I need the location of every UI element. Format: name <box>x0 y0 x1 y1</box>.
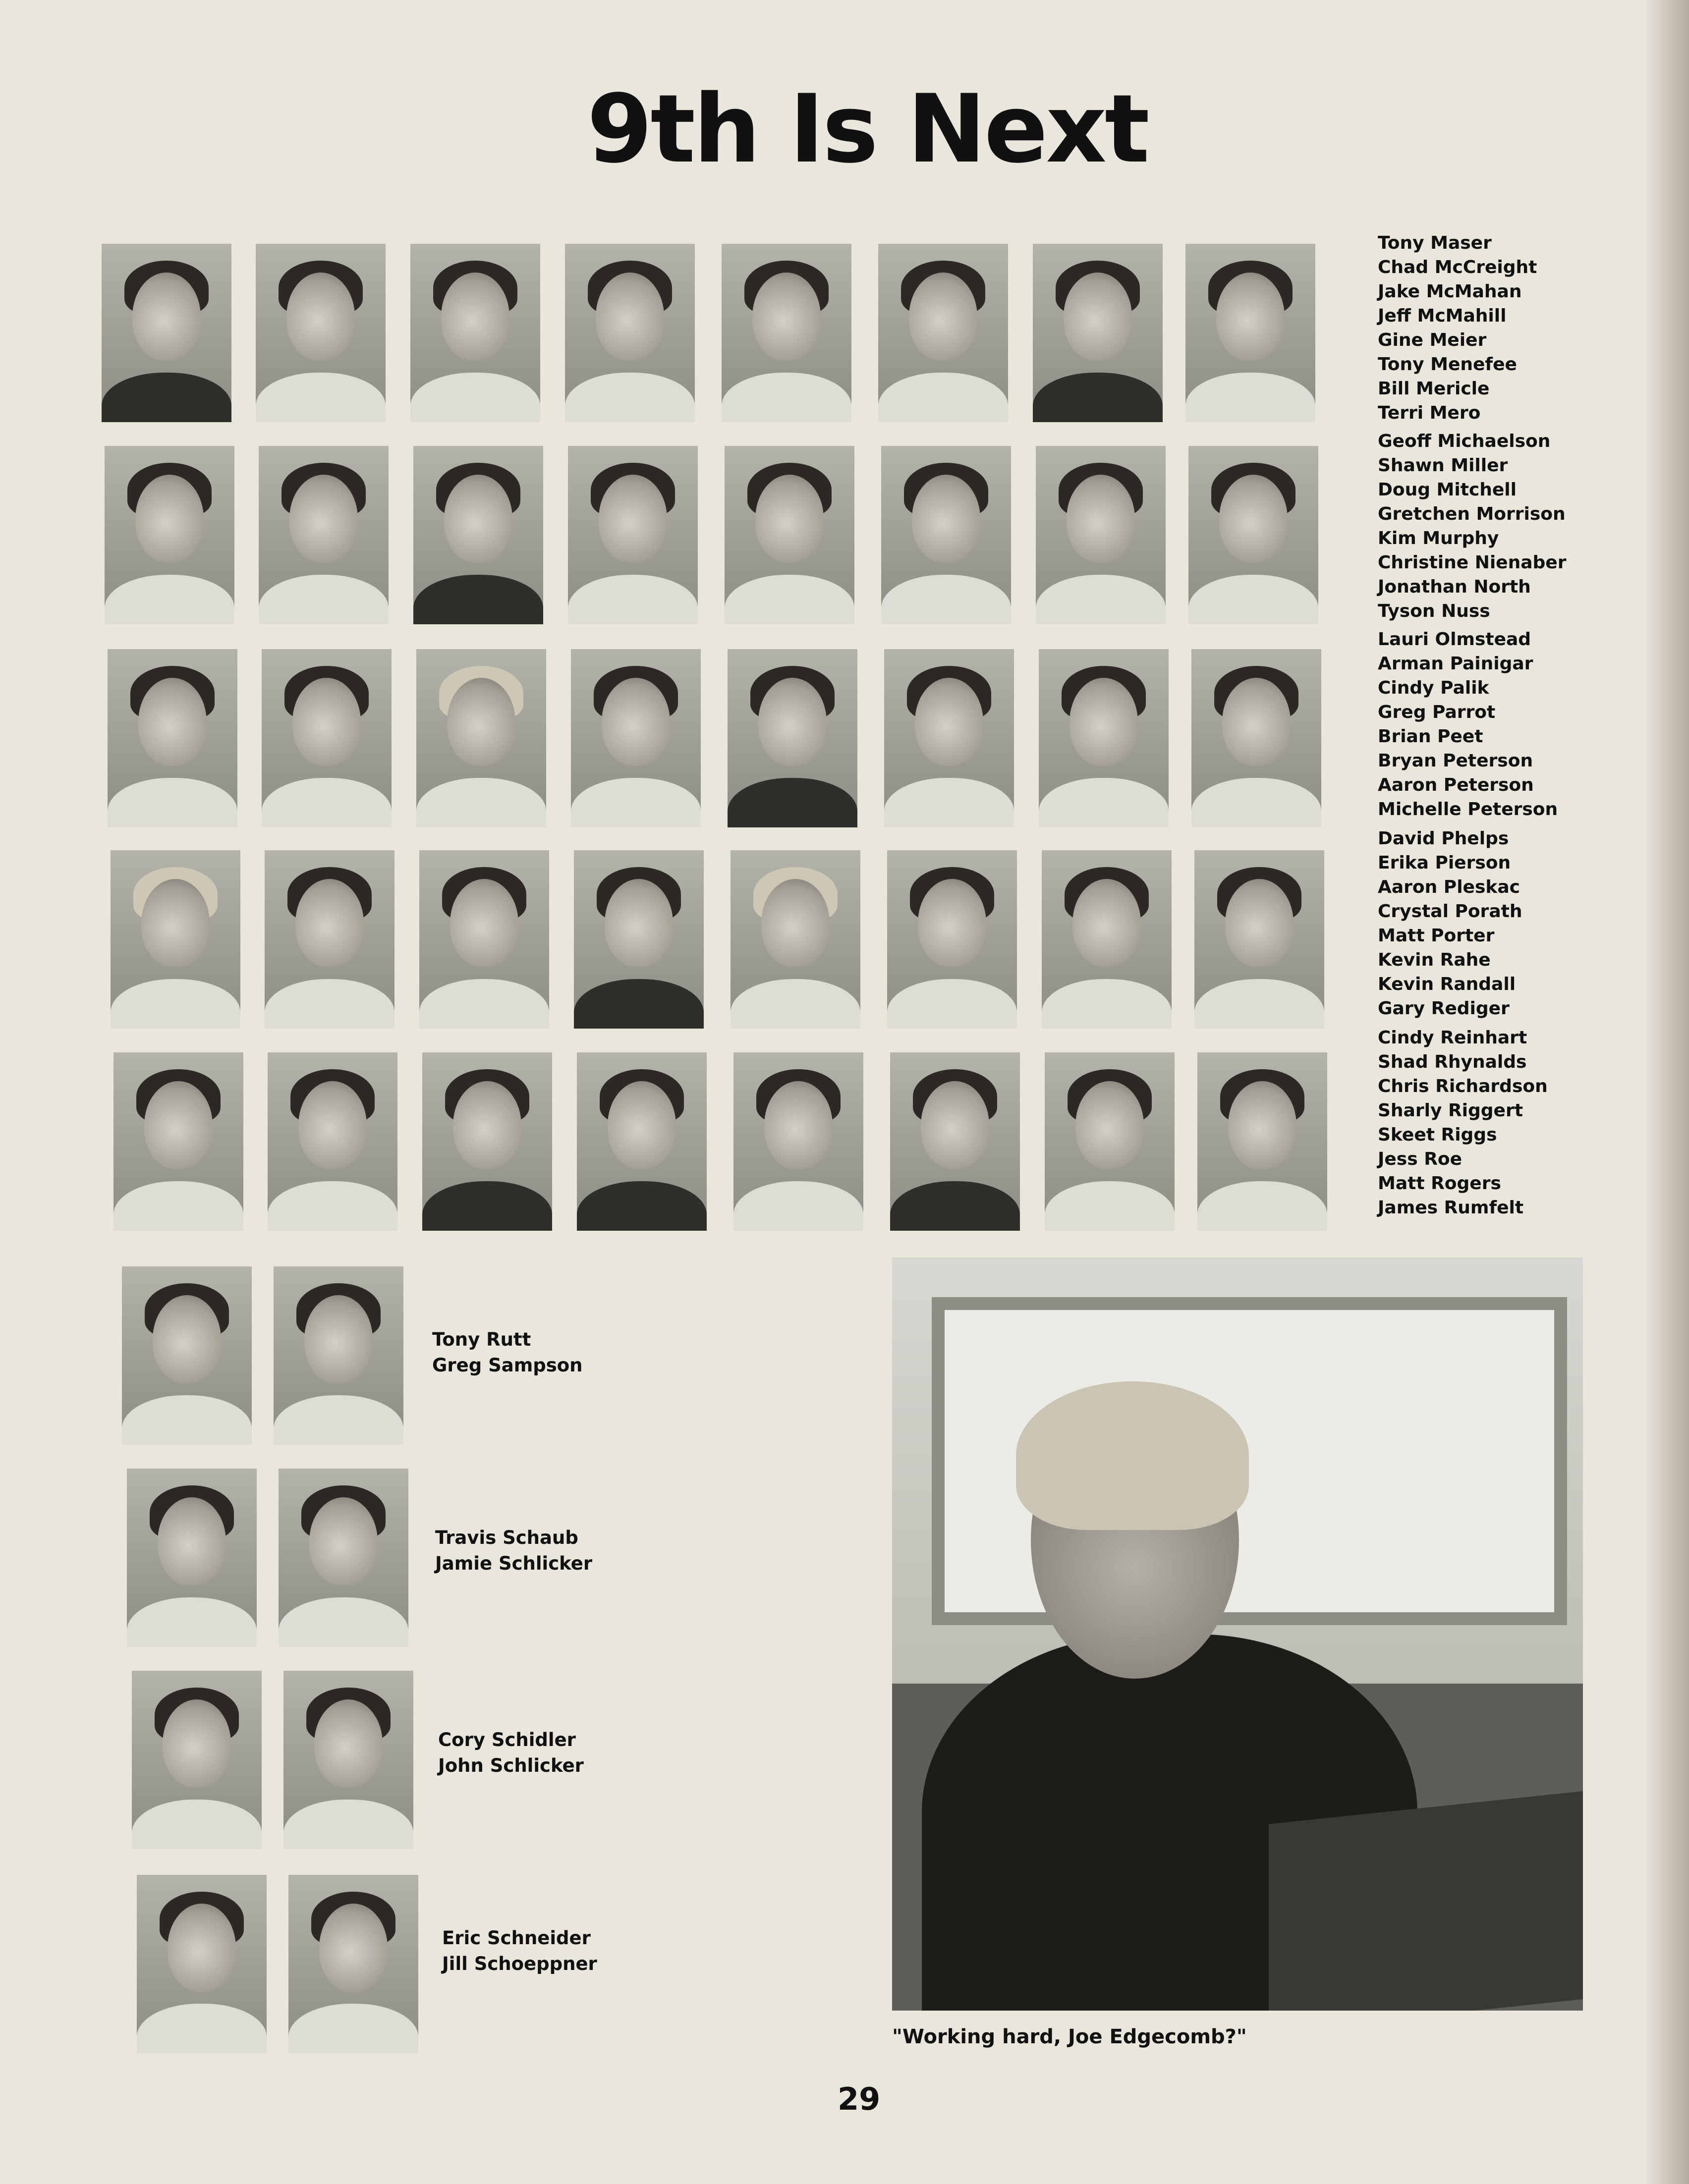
student-portrait <box>127 1469 257 1647</box>
name-pair-4 <box>442 1925 597 1977</box>
student-portrait <box>413 446 543 624</box>
student-portrait <box>105 446 234 624</box>
student-name: Doug Mitchell <box>1378 480 1517 500</box>
student-portrait <box>265 850 394 1029</box>
student-portrait <box>108 649 237 827</box>
name-pair-2 <box>435 1525 592 1577</box>
student-name: Cindy Reinhart <box>1378 1028 1527 1048</box>
student-portrait <box>102 244 231 422</box>
student-name: Travis Schaub <box>435 1527 578 1548</box>
student-name: Matt Rogers <box>1378 1173 1501 1194</box>
name-list-row-2 <box>1378 429 1566 623</box>
student-portrait <box>887 850 1017 1029</box>
student-portrait <box>268 1052 397 1231</box>
student-name: Jill Schoeppner <box>442 1953 597 1974</box>
student-name: James Rumfelt <box>1378 1198 1524 1218</box>
name-list-row-4 <box>1378 826 1522 1021</box>
student-name: Erika Pierson <box>1378 853 1511 873</box>
student-portrait <box>1185 244 1315 422</box>
student-portrait <box>274 1266 403 1445</box>
student-portrait <box>416 649 546 827</box>
student-portrait <box>1042 850 1172 1029</box>
student-name: Chad McCreight <box>1378 257 1537 277</box>
student-name: Tyson Nuss <box>1378 601 1490 621</box>
student-portrait <box>283 1671 413 1849</box>
student-portrait <box>288 1875 418 2053</box>
student-portrait <box>878 244 1008 422</box>
page-title: 9th Is Next <box>587 74 1148 184</box>
student-name: Bryan Peterson <box>1378 751 1533 771</box>
student-name: Christine Nienaber <box>1378 552 1567 573</box>
student-portrait <box>1188 446 1318 624</box>
student-name: Tony Menefee <box>1378 354 1517 375</box>
student-name: Jess Roe <box>1378 1149 1463 1169</box>
student-portrait <box>1191 649 1321 827</box>
student-name: Bill Mericle <box>1378 379 1490 399</box>
student-portrait <box>574 850 704 1029</box>
student-name: Brian Peet <box>1378 726 1483 747</box>
student-name: Crystal Porath <box>1378 901 1522 922</box>
student-name: Shawn Miller <box>1378 455 1508 476</box>
student-portrait <box>1045 1052 1175 1231</box>
student-portrait <box>881 446 1011 624</box>
student-name: Jeff McMahill <box>1378 306 1507 326</box>
student-portrait <box>577 1052 707 1231</box>
student-name: Kevin Randall <box>1378 974 1516 994</box>
photo-desk <box>1269 1791 1583 2011</box>
page-number: 29 <box>838 2081 881 2117</box>
student-portrait <box>722 244 851 422</box>
student-name: Gine Meier <box>1378 330 1487 350</box>
name-list-row-3 <box>1378 627 1558 821</box>
student-name: Gary Rediger <box>1378 998 1510 1019</box>
student-portrait <box>728 649 857 827</box>
student-name: Eric Schneider <box>442 1927 591 1949</box>
student-portrait <box>137 1875 267 2053</box>
student-name: Gretchen Morrison <box>1378 504 1566 524</box>
name-pair-3 <box>438 1727 584 1779</box>
student-name: Geoff Michaelson <box>1378 431 1551 451</box>
name-list-row-1 <box>1378 231 1537 425</box>
student-portrait <box>568 446 698 624</box>
student-name: Michelle Peterson <box>1378 799 1558 819</box>
student-portrait <box>122 1266 252 1445</box>
student-name: Shad Rhynalds <box>1378 1052 1527 1072</box>
photo-caption: "Working hard, Joe Edgecomb?" <box>892 2025 1247 2048</box>
student-portrait <box>731 850 860 1029</box>
student-portrait <box>725 446 854 624</box>
student-name: Kim Murphy <box>1378 528 1499 548</box>
student-name: Greg Sampson <box>432 1355 583 1376</box>
student-name: Jake McMahan <box>1378 281 1522 302</box>
student-name: Chris Richardson <box>1378 1076 1548 1096</box>
student-name: Skeet Riggs <box>1378 1125 1497 1145</box>
student-portrait <box>262 649 392 827</box>
student-name: Sharly Riggert <box>1378 1100 1523 1121</box>
student-portrait <box>256 244 386 422</box>
student-name: Jamie Schlicker <box>435 1553 593 1574</box>
student-name: Tony Rutt <box>432 1329 531 1350</box>
student-name: Greg Parrot <box>1378 702 1496 722</box>
student-portrait <box>1194 850 1324 1029</box>
student-name: Lauri Olmstead <box>1378 629 1531 650</box>
student-portrait <box>884 649 1014 827</box>
name-pair-1 <box>432 1327 583 1378</box>
photo-student-hair <box>1016 1381 1249 1530</box>
student-portrait <box>1033 244 1163 422</box>
student-portrait <box>419 850 549 1029</box>
student-name: Tony Maser <box>1378 233 1492 253</box>
student-name: John Schlicker <box>438 1755 584 1776</box>
student-name: Aaron Pleskac <box>1378 877 1520 897</box>
student-portrait <box>410 244 540 422</box>
student-name: Terri Mero <box>1378 403 1481 423</box>
student-portrait <box>422 1052 552 1231</box>
student-portrait <box>259 446 389 624</box>
student-portrait <box>279 1469 408 1647</box>
candid-photo <box>892 1257 1583 2011</box>
student-portrait <box>1036 446 1166 624</box>
student-name: David Phelps <box>1378 828 1509 849</box>
student-name: Jonathan North <box>1378 577 1531 597</box>
student-portrait <box>113 1052 243 1231</box>
student-portrait <box>565 244 695 422</box>
student-portrait <box>571 649 701 827</box>
student-name: Matt Porter <box>1378 926 1495 946</box>
student-name: Aaron Peterson <box>1378 775 1534 795</box>
student-portrait <box>111 850 240 1029</box>
name-list-row-5 <box>1378 1026 1548 1220</box>
student-name: Arman Painigar <box>1378 654 1533 674</box>
student-portrait <box>1039 649 1169 827</box>
student-portrait <box>132 1671 262 1849</box>
student-name: Cory Schidler <box>438 1729 576 1750</box>
student-name: Kevin Rahe <box>1378 950 1491 970</box>
student-portrait <box>1197 1052 1327 1231</box>
student-portrait <box>733 1052 863 1231</box>
student-portrait <box>890 1052 1020 1231</box>
student-name: Cindy Palik <box>1378 678 1489 698</box>
